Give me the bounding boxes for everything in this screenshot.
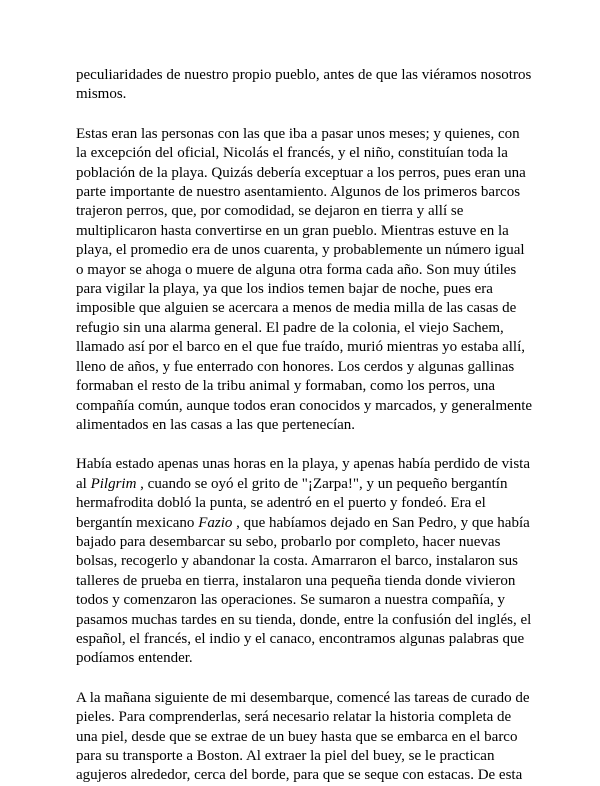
text-line: bolsas, recogerlo y abandonar la costa. Amarraron el barco, instalaron sus <box>76 553 518 570</box>
text-line: español, el francés, el indio y el canaco, encontramos algunas palabras que <box>76 630 525 647</box>
text-line: playa, el promedio era de unos cuarenta, y probablemente un número igual <box>76 242 525 259</box>
text-line: una piel, desde que se extrae de un buey hasta que se embarca en el barco <box>76 728 518 745</box>
paragraph <box>76 455 530 668</box>
paragraph <box>76 66 530 105</box>
text-line: alimentados en las casas a las que pertenecían. <box>76 416 356 433</box>
text-line: A la mañana siguiente de mi desembarque, comencé las tareas de curado de <box>76 689 530 706</box>
text-line: llamado así por el barco en el que fue traído, murió mientras yo estaba allí, <box>76 339 526 356</box>
text-line: mismos. <box>76 86 127 103</box>
text-line: parte importante de nuestro asentamiento. Algunos de los primeros barcos <box>76 184 521 201</box>
text-line: compañía común, aunque todos eran conocidos y marcados, y generalmente <box>76 397 533 414</box>
text-line: pasamos muchas tardes en su tienda, donde, entre la confusión del inglés, el <box>76 611 532 628</box>
text-line: trajeron perros, que, por comodidad, se dejaron en tierra y allí se <box>76 203 464 220</box>
text-line: o mayor se ahoga o muere de alguna otra forma cada año. Son muy útiles <box>76 261 517 278</box>
text-run: , cuando se oyó el grito de "¡Zarpa!", y un pequeño bergantín <box>136 475 508 492</box>
text-line: peculiaridades de nuestro propio pueblo, antes de que las viéramos nosotros <box>76 67 532 83</box>
text-line <box>76 514 530 533</box>
text-line: para su transporte a Boston. Al extraer la piel del buey, se le practican <box>76 748 495 764</box>
paragraph <box>76 125 533 436</box>
text-line: la excepción del oficial, Nicolás el francés, y el niño, constituían toda la <box>76 145 508 162</box>
text-line: Estas eran las personas con las que iba a pasar unos meses; y quienes, con <box>76 125 520 142</box>
text-line: todos y comenzaron las operaciones. Se sumaron a nuestra compañía, y <box>76 592 506 609</box>
ship-name: Pilgrim <box>90 475 137 492</box>
text-run: al <box>76 475 91 492</box>
text-line: podíamos entender. <box>76 650 193 667</box>
text-line: hermafrodita dobló la punta, se adentró en el puerto y fondeó. Era el <box>76 495 486 512</box>
text-line: para vigilar la playa, ya que los indios temen bajar de noche, pues era <box>76 281 493 298</box>
text-line: población de la playa. Quizás debería exceptuar a los perros, pues eran una <box>76 164 526 181</box>
text-run: , que habíamos dejado en San Pedro, y que había <box>232 514 530 531</box>
text-run: bergantín mexicano <box>76 514 199 531</box>
text-line: bajado para desembarcar su sebo, probarlo por completo, hacer nuevas <box>76 533 501 550</box>
text-line <box>76 475 530 494</box>
ship-name: Fazio <box>198 514 233 531</box>
text-line: imposible que alguien se acercara a menos de media milla de las casas de <box>76 300 517 317</box>
text-line: formaban el resto de la tribu animal y formaban, como los perros, una <box>76 378 496 395</box>
text-line: multiplicaron hasta convertirse en un gran pueblo. Mientras estuve en la <box>76 222 509 239</box>
text-line: lleno de años, y fue enterrado con honores. Los cerdos y algunas gallinas <box>76 358 515 375</box>
text-line: agujeros alrededor, cerca del borde, para que se seque con estacas. De esta <box>76 767 523 784</box>
text-line: talleres de prueba en tierra, instalaron una pequeña tienda donde vivieron <box>76 572 516 589</box>
text-line: refugio sin una alarma general. El padre de la colonia, el viejo Sachem, <box>76 319 504 336</box>
text-line: Había estado apenas unas horas en la playa, y apenas había perdido de vista <box>76 456 530 473</box>
text-body <box>76 66 533 786</box>
text-line: pieles. Para comprenderlas, será necesario relatar la historia completa de <box>76 709 512 726</box>
paragraph <box>76 689 530 786</box>
